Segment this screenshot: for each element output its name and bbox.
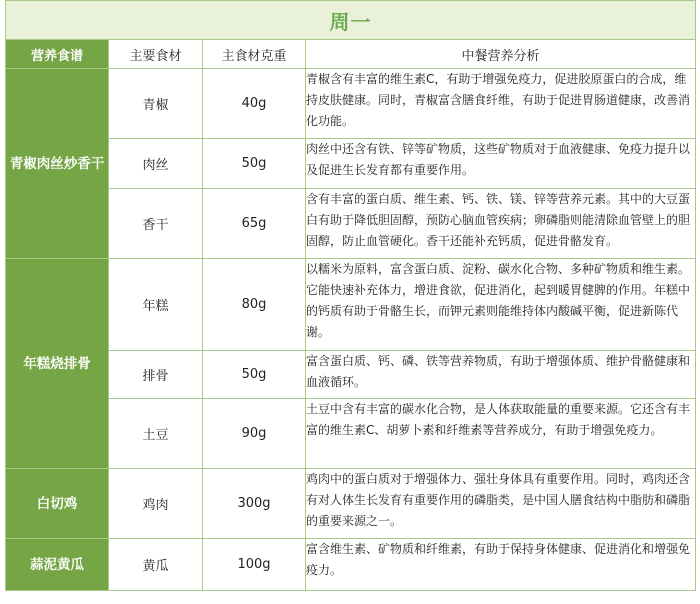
analysis-cell: 富含维生素、矿物质和纤维素，有助于保持身体健康、促进消化和增强免疫力。 [306, 539, 696, 591]
analysis-cell: 含有丰富的蛋白质、维生素、钙、铁、镁、锌等营养元素。其中的大豆蛋白有助于降低胆固醇，预防心脑血管疾病；卵磷脂则能清除血管壁上的胆固醇，防止血管硬化。香干还能补充钙质，促进骨骼发育。 [306, 189, 696, 259]
analysis-cell: 鸡肉中的蛋白质对于增强体力、强壮身体具有重要作用。同时，鸡肉还含有对人体生长发育有重要作用的磷脂类，是中国人膳食结构中脂肪和磷脂的重要来源之一。 [306, 469, 696, 539]
weight-cell: 90g [203, 399, 306, 469]
weight-cell: 50g [203, 139, 306, 189]
table-row [6, 539, 696, 591]
nutrition-table [5, 0, 696, 591]
header-row [6, 40, 696, 69]
table-row [6, 469, 696, 539]
table-row [6, 139, 696, 189]
weight-cell: 50g [203, 351, 306, 399]
weight-cell: 40g [203, 69, 306, 139]
ingredient-cell: 年糕 [109, 259, 203, 351]
weight-cell: 80g [203, 259, 306, 351]
table-row [6, 69, 696, 139]
analysis-cell: 青椒含有丰富的维生素C，有助于增强免疫力，促进胶原蛋白的合成，维持皮肤健康。同时，青椒富含膳食纤维，有助于促进胃肠道健康，改善消化功能。 [306, 69, 696, 139]
dish-name: 青椒肉丝炒香干 [6, 69, 109, 259]
dish-name: 白切鸡 [6, 469, 109, 539]
weight-cell: 300g [203, 469, 306, 539]
dish-name: 年糕烧排骨 [6, 259, 109, 469]
day-title-cell [6, 1, 696, 40]
ingredient-cell: 肉丝 [109, 139, 203, 189]
header-recipe: 营养食谱 [6, 40, 109, 69]
ingredient-cell: 排骨 [109, 351, 203, 399]
ingredient-cell: 青椒 [109, 69, 203, 139]
analysis-cell: 肉丝中还含有铁、锌等矿物质，这些矿物质对于血液健康、免疫力提升以及促进生长发育都有重要作用。 [306, 139, 696, 189]
table-row [6, 189, 696, 259]
table-row [6, 259, 696, 351]
analysis-cell: 富含蛋白质、钙、磷、铁等营养物质，有助于增强体质、维护骨骼健康和血液循环。 [306, 351, 696, 399]
table-row [6, 399, 696, 469]
header-analysis: 中餐营养分析 [306, 40, 696, 69]
analysis-cell: 以糯米为原料，富含蛋白质、淀粉、碳水化合物、多种矿物质和维生素。它能快速补充体力，增进食欲，促进消化，起到暖胃健脾的作用。年糕中的钙质有助于骨骼生长，而钾元素则能维持体内酸碱平衡，促进新陈代谢。 [306, 259, 696, 351]
ingredient-cell: 土豆 [109, 399, 203, 469]
dish-name: 蒜泥黄瓜 [6, 539, 109, 591]
header-weight: 主食材克重 [203, 40, 306, 69]
weight-cell: 65g [203, 189, 306, 259]
analysis-cell: 土豆中含有丰富的碳水化合物，是人体获取能量的重要来源。它还含有丰富的维生素C、胡萝卜素和纤维素等营养成分，有助于增强免疫力。 [306, 399, 696, 469]
ingredient-cell: 香干 [109, 189, 203, 259]
ingredient-cell: 黄瓜 [109, 539, 203, 591]
ingredient-cell: 鸡肉 [109, 469, 203, 539]
day-title: 周一 [329, 9, 372, 34]
weight-cell: 100g [203, 539, 306, 591]
table-row [6, 351, 696, 399]
header-ingredient: 主要食材 [109, 40, 203, 69]
